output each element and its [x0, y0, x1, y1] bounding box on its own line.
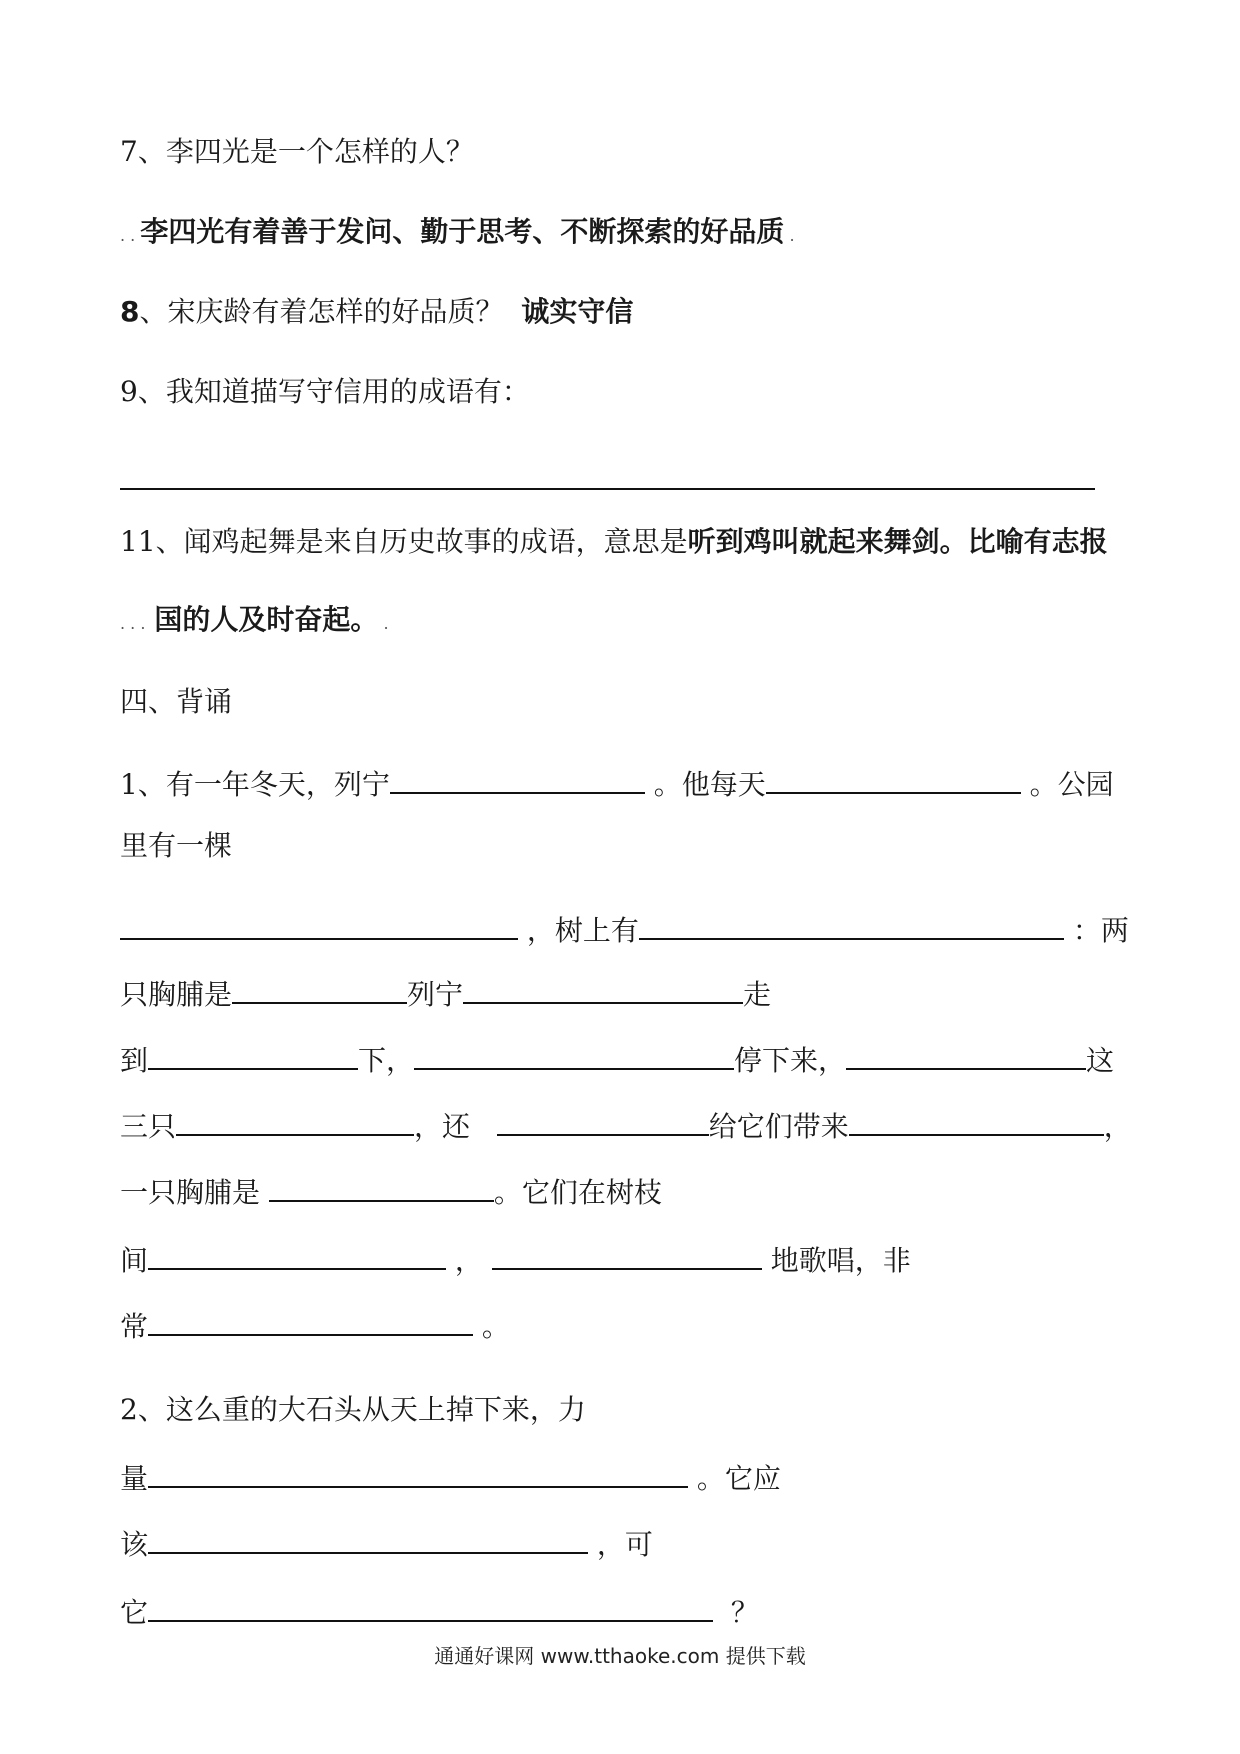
- fill-blank[interactable]: [846, 1038, 1086, 1070]
- fill-blank[interactable]: [414, 1038, 734, 1070]
- answer-line-9[interactable]: [120, 488, 1095, 490]
- question-8: 8、宋庆龄有着怎样的好品质？ 诚实守信: [120, 295, 634, 328]
- recite1-line4: 只胸脯是 列宁 走: [120, 972, 771, 1015]
- fill-blank[interactable]: [766, 762, 1021, 794]
- recite2-line1: 2、这么重的大石头从天上掉下来，力: [120, 1393, 586, 1426]
- fill-blank[interactable]: [176, 1104, 414, 1136]
- recite1-line8: 间 ， 地歌唱，非: [120, 1238, 911, 1281]
- recite1-line9: 常 。: [120, 1304, 510, 1347]
- fill-blank[interactable]: [497, 1104, 709, 1136]
- fill-blank[interactable]: [639, 908, 1064, 940]
- fill-blank[interactable]: [269, 1170, 494, 1202]
- fill-blank[interactable]: [148, 1590, 713, 1622]
- fill-blank[interactable]: [492, 1238, 762, 1270]
- question-9: 9、我知道描写守信用的成语有：: [120, 375, 530, 408]
- answer-8: 诚实守信: [521, 295, 634, 328]
- fill-blank[interactable]: [232, 972, 407, 1004]
- recite1-line5: 到 下， 停下来， 这: [120, 1038, 1114, 1081]
- fill-blank[interactable]: [463, 972, 743, 1004]
- section-title: 四、背诵: [120, 685, 233, 718]
- fill-blank[interactable]: [120, 908, 518, 940]
- recite1-line6: 三只 ，还 给它们带来 ，: [120, 1104, 1132, 1147]
- fill-blank[interactable]: [148, 1038, 358, 1070]
- fill-blank[interactable]: [390, 762, 645, 794]
- question-11: 11、闻鸡起舞是来自历史故事的成语，意思是听到鸡叫就起来舞剑。比喻有志报: [120, 525, 1108, 558]
- recite2-line4: 它 ？: [120, 1590, 759, 1633]
- recite1-line1: 1、有一年冬天，列宁 。他每天 。公园: [120, 762, 1114, 805]
- recite2-line2: 量 。它应: [120, 1456, 781, 1499]
- page-footer: 通通好课网 www.tthaoke.com 提供下载: [434, 1644, 806, 1668]
- fill-blank[interactable]: [148, 1522, 588, 1554]
- answer-7: . . 李四光有着善于发问、勤于思考、不断探索的好品质 .: [120, 215, 795, 248]
- fill-blank[interactable]: [148, 1238, 446, 1270]
- fill-blank[interactable]: [148, 1456, 688, 1488]
- recite2-line3: 该 ，可: [120, 1522, 653, 1565]
- answer-11: . . . 国的人及时奋起。 .: [120, 603, 389, 636]
- recite1-line2: 里有一棵: [120, 829, 233, 862]
- fill-blank[interactable]: [148, 1304, 473, 1336]
- recite1-line7: 一只胸脯是 。它们在树枝: [120, 1170, 662, 1213]
- recite1-line3: ，树上有 ：两: [120, 908, 1129, 951]
- fill-blank[interactable]: [849, 1104, 1104, 1136]
- question-7: 7、李四光是一个怎样的人？: [120, 135, 474, 168]
